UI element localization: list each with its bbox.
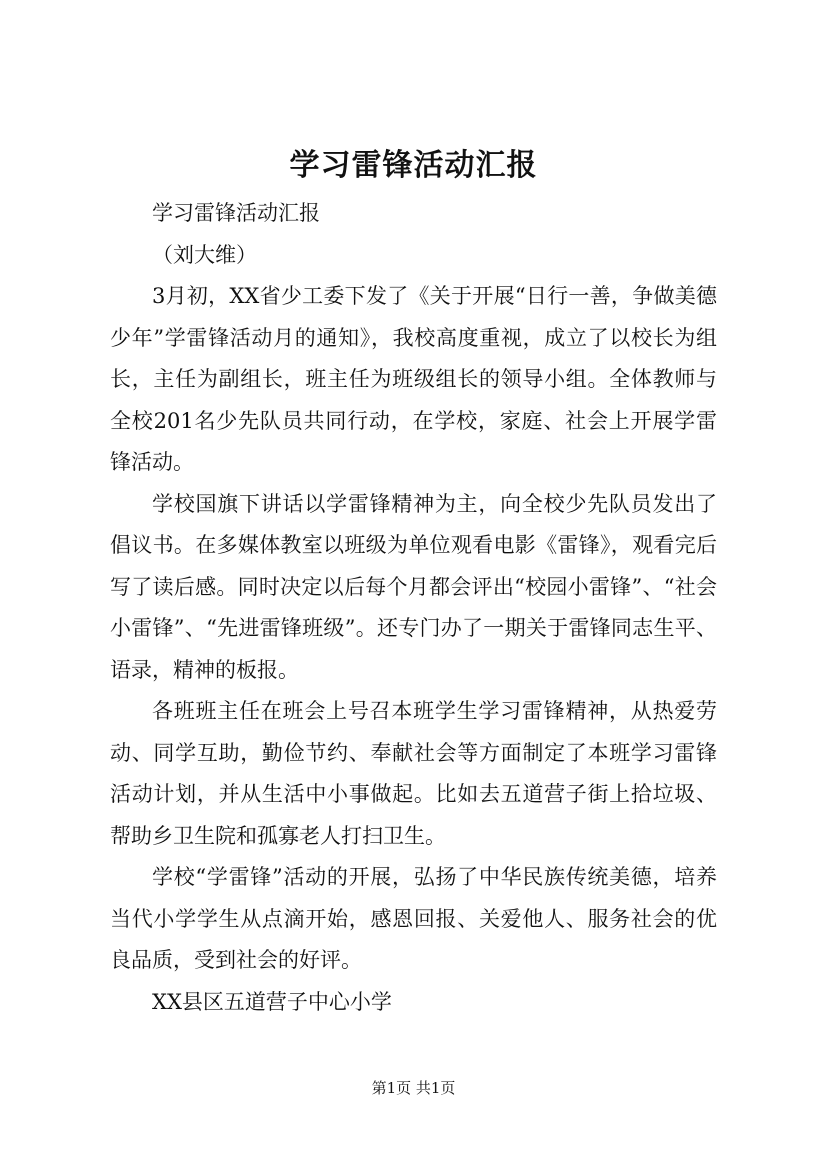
document-body xyxy=(110,193,717,1023)
body-paragraph-1: 3月初，XX省少工委下发了《关于开展“日行一善，争做美德少年”学雷锋活动月的通知》，我校高度重视，成立了以校长为组长，主任为副组长，班主任为班级组长的领导小组。全体教师与全校201名少先队员共同行动，在学校，家庭、社会上开展学雷锋活动。 xyxy=(110,284,717,474)
subtitle-paragraph: 学习雷锋活动汇报 xyxy=(152,201,320,225)
signature-paragraph: XX县区五道营子中心小学 xyxy=(152,989,392,1014)
body-paragraph-4: 学校“学雷锋”活动的开展，弘扬了中华民族传统美德，培养当代小学学生从点滴开始，感恩回报、关爱他人、服务社会的优良品质，受到社会的好评。 xyxy=(110,865,717,972)
document-title: 学习雷锋活动汇报 xyxy=(289,148,538,183)
page-number-footer: 第1页 共1页 xyxy=(371,1079,456,1097)
body-paragraph-3: 各班班主任在班会上号召本班学生学习雷锋精神，从热爱劳动、同学互助，勤俭节约、奉献社会等方面制定了本班学习雷锋活动计划，并从生活中小事做起。比如去五道营子街上拾垃圾、帮助乡卫生院和孤寡老人打扫卫生。 xyxy=(110,699,717,848)
body-paragraph-2: 学校国旗下讲话以学雷锋精神为主，向全校少先队员发出了倡议书。在多媒体教室以班级为单位观看电影《雷锋》，观看完后写了读后感。同时决定以后每个月都会评出“校园小雷锋”、“社会小雷锋”、“先进雷锋班级”。还专门办了一期关于雷锋同志生平、语录，精神的板报。 xyxy=(110,491,717,682)
author-paragraph: （刘大维） xyxy=(152,242,257,267)
